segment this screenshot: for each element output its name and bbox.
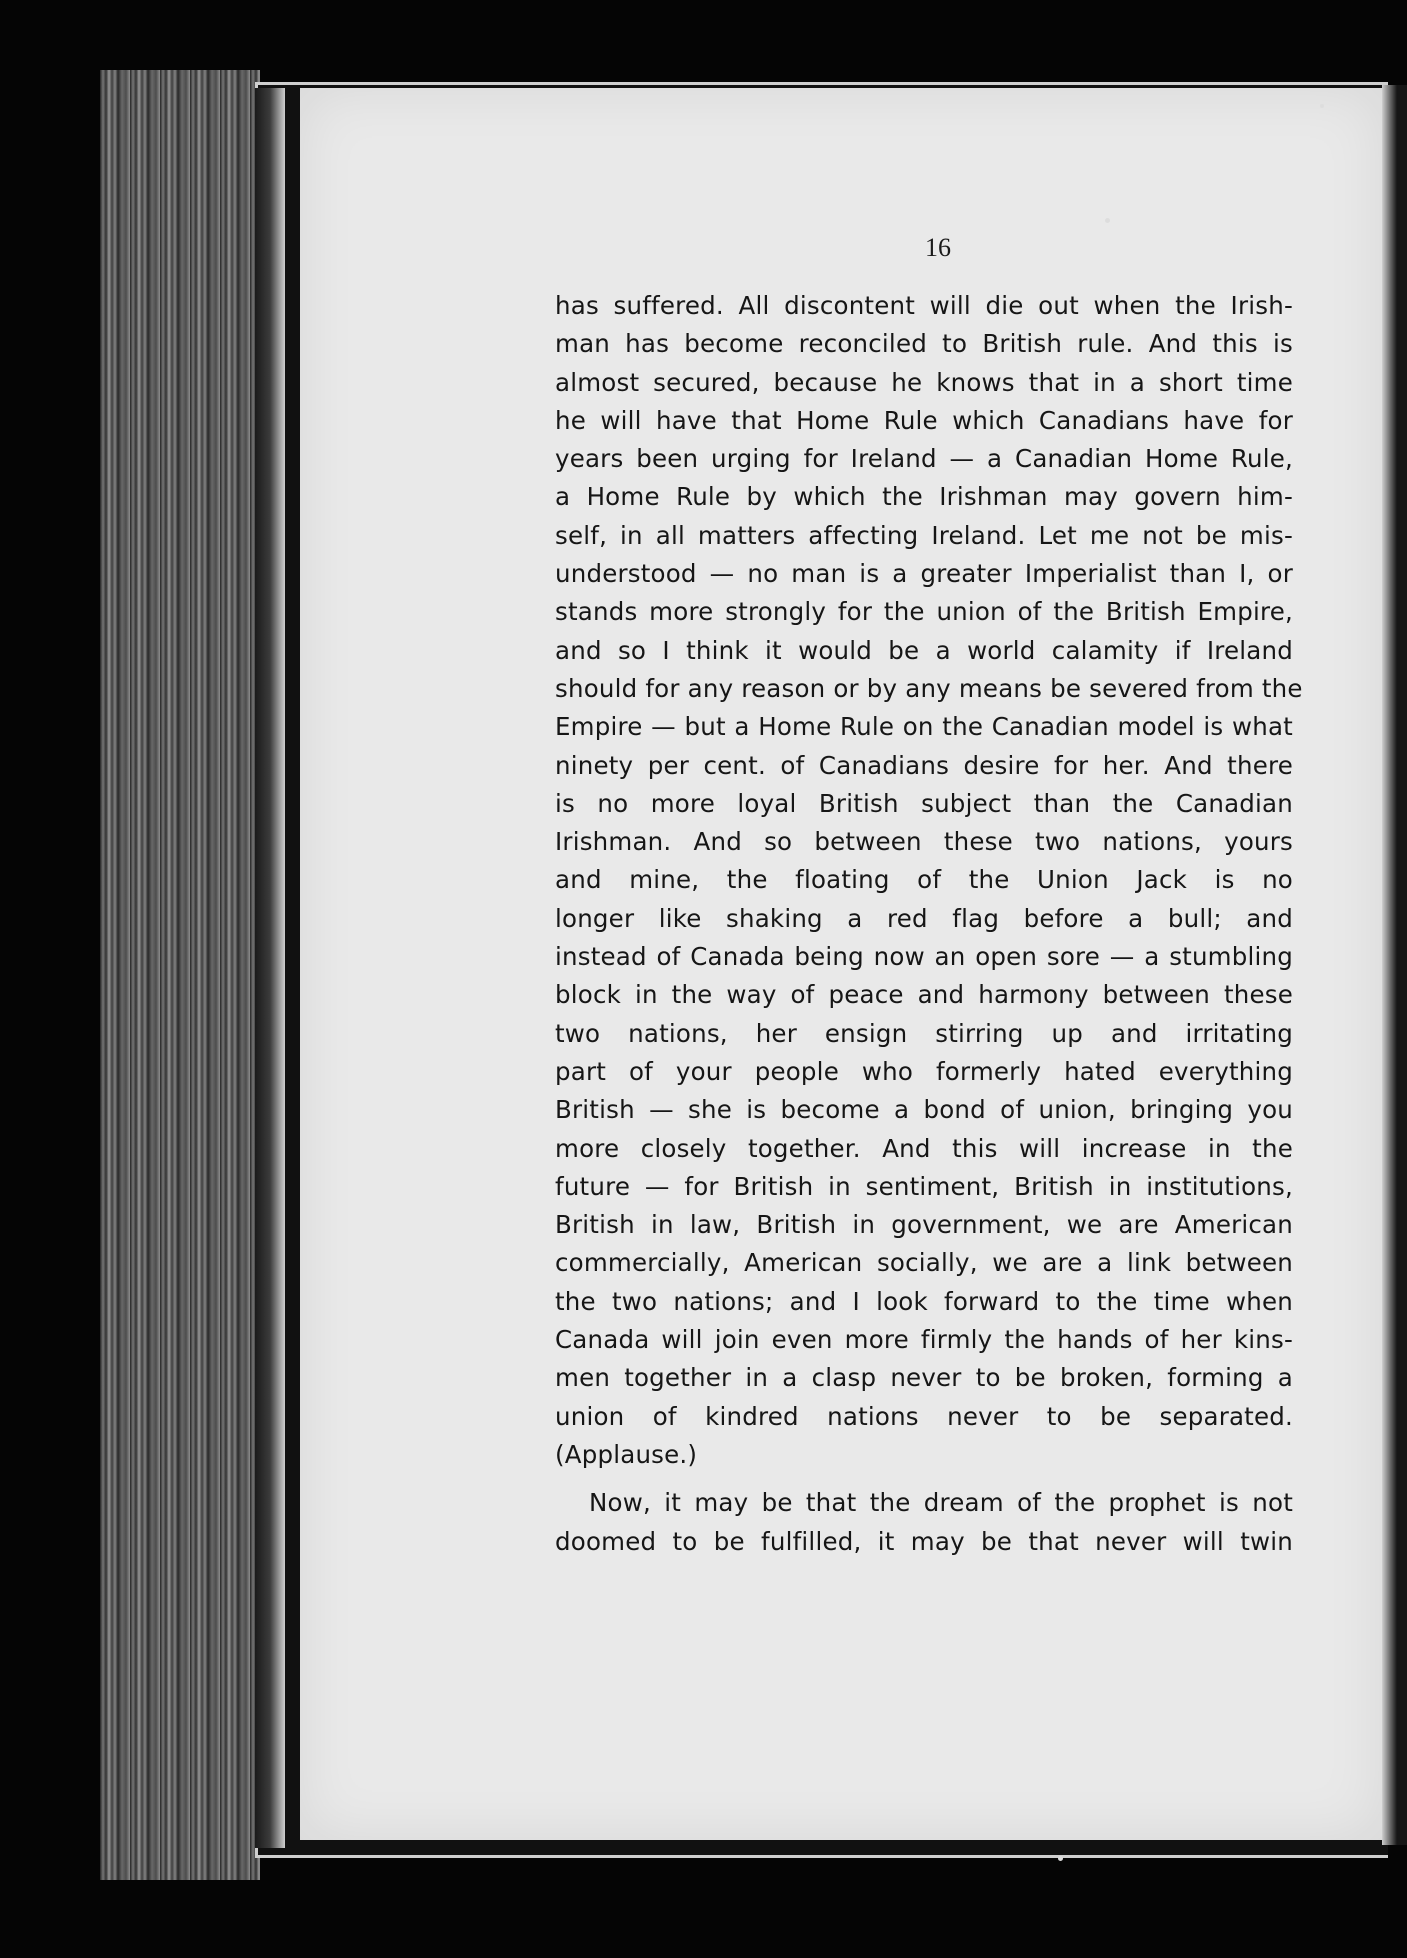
text-line: union of kindred nations never to be separated. xyxy=(555,1401,1293,1431)
body-text xyxy=(555,287,1303,1561)
text-line: and mine, the floating of the Union Jack is no xyxy=(555,865,1293,895)
text-line: British — she is become a bond of union, bringing you xyxy=(555,1095,1293,1125)
text-line: understood — no man is a greater Imperialist than I, or xyxy=(555,559,1293,589)
dust-speck xyxy=(1320,104,1324,108)
text-line: longer like shaking a red flag before a bull; and xyxy=(555,903,1293,933)
text-line: men together in a clasp never to be broken, forming a xyxy=(555,1363,1293,1393)
text-line: Irishman. And so between these two nations, yours xyxy=(555,827,1293,857)
text-line: part of your people who formerly hated everything xyxy=(555,1056,1293,1086)
text-line: should for any reason or by any means be severed from the xyxy=(555,673,1303,703)
text-line: stands more strongly for the union of the British Empire, xyxy=(555,597,1293,627)
text-line: has suffered. All discontent will die out when the Irish- xyxy=(555,291,1293,320)
text-line: (Applause.) xyxy=(555,1439,698,1469)
text-line: block in the way of peace and harmony between these xyxy=(555,980,1293,1010)
text-line: self, in all matters affecting Ireland. Let me not be mis- xyxy=(555,520,1293,550)
text-line: future — for British in sentiment, British in institutions, xyxy=(555,1171,1293,1201)
dust-speck xyxy=(1058,1856,1063,1861)
text-line: Empire — but a Home Rule on the Canadian model is what xyxy=(555,712,1293,742)
text-line: he will have that Home Rule which Canadians have for xyxy=(555,405,1293,435)
text-line: a Home Rule by which the Irishman may govern him- xyxy=(555,482,1293,512)
text-line: man has become reconciled to British rule. And this is xyxy=(555,329,1293,359)
binding-shadow xyxy=(255,88,285,1848)
text-line: years been urging for Ireland — a Canadian Home Rule, xyxy=(555,444,1293,474)
page-number: 16 xyxy=(925,233,951,262)
book-page-edges xyxy=(100,70,260,1880)
text-line: more closely together. And this will increase in the xyxy=(555,1133,1293,1163)
text-line: almost secured, because he knows that in a short time xyxy=(555,367,1293,397)
text-line: doomed to be fulfilled, it may be that never will twin xyxy=(555,1526,1293,1556)
dust-speck xyxy=(1105,218,1110,223)
paragraph-gap xyxy=(555,1474,1293,1484)
text-line: and so I think it would be a world calamity if Ireland xyxy=(555,635,1293,665)
text-line: Now, it may be that the dream of the prophet is not xyxy=(589,1488,1293,1518)
text-line: ninety per cent. of Canadians desire for her. And there xyxy=(555,750,1293,780)
right-page-edge xyxy=(1382,85,1407,1845)
text-line: is no more loyal British subject than the Canadian xyxy=(555,788,1293,818)
text-line: British in law, British in government, we are American xyxy=(555,1210,1293,1240)
text-line: Canada will join even more firmly the hands of her kins- xyxy=(555,1325,1293,1355)
text-line: commercially, American socially, we are a link between xyxy=(555,1248,1293,1278)
text-line: instead of Canada being now an open sore — a stumbling xyxy=(555,942,1293,972)
text-line: two nations, her ensign stirring up and irritating xyxy=(555,1018,1293,1048)
text-line: the two nations; and I look forward to the time when xyxy=(555,1286,1293,1316)
